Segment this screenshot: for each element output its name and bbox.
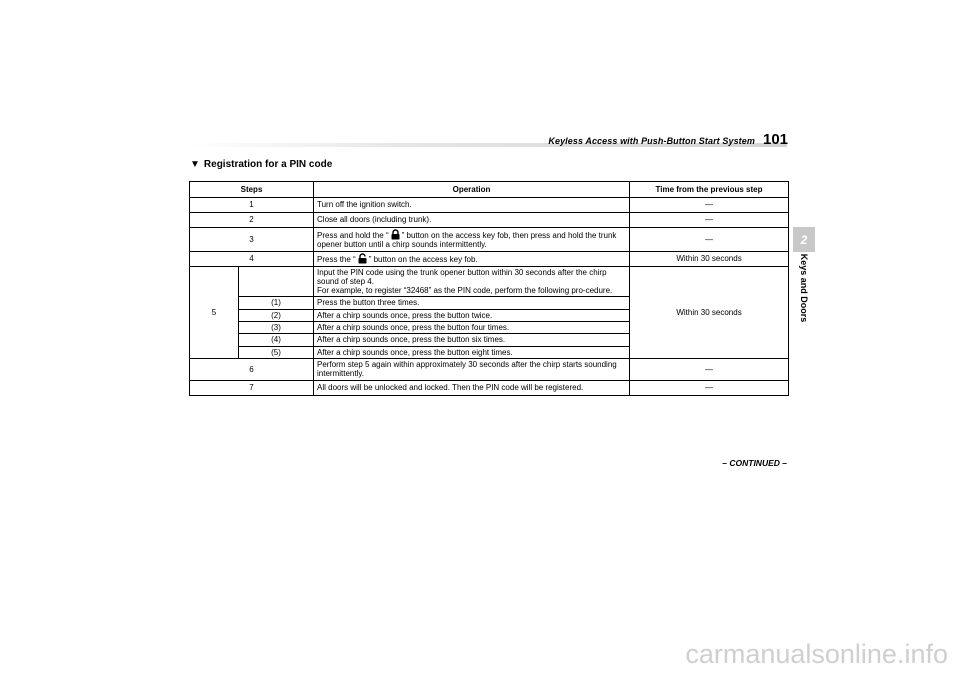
substep-text: Press the button three times. xyxy=(314,297,630,309)
operation-text-before: Press and hold the “ xyxy=(317,231,389,240)
step-number: 2 xyxy=(190,213,314,228)
substep-label: (1) xyxy=(239,297,314,309)
step-number: 4 xyxy=(190,251,314,266)
step-operation: All doors will be unlocked and locked. Then the PIN code will be registered. xyxy=(314,380,630,395)
step-time: — xyxy=(630,228,789,252)
table-row xyxy=(190,380,789,395)
substep-text: After a chirp sounds once, press the button twice. xyxy=(314,309,630,321)
step-operation: Perform step 5 again within approximately 30 seconds after the chirp starts sounding intermittently. xyxy=(314,358,630,380)
header-operation: Operation xyxy=(314,182,630,198)
header-time: Time from the previous step xyxy=(630,182,789,198)
page-number: 101 xyxy=(763,131,789,148)
table-row xyxy=(190,228,789,252)
table-row xyxy=(190,358,789,380)
operation-text-before: Press the “ xyxy=(317,254,356,264)
table-row xyxy=(190,198,789,213)
step-operation: Close all doors (including trunk). xyxy=(314,213,630,228)
header-steps: Steps xyxy=(190,182,314,198)
pin-registration-table xyxy=(189,181,789,396)
step-number: 3 xyxy=(190,228,314,252)
substep-label: (2) xyxy=(239,309,314,321)
step-time: — xyxy=(630,358,789,380)
table-row xyxy=(190,251,789,266)
section-heading-text: Registration for a PIN code xyxy=(203,159,333,170)
step-time: — xyxy=(630,213,789,228)
continued-note: – CONTINUED – xyxy=(722,458,787,468)
substep-text: After a chirp sounds once, press the button four times. xyxy=(314,322,630,334)
table-row xyxy=(190,266,789,297)
lock-icon xyxy=(390,229,401,240)
operation-text-after: ” button on the access key fob. xyxy=(368,254,478,264)
step-time: Within 30 seconds xyxy=(630,266,789,358)
step-time: — xyxy=(630,198,789,213)
step-operation: Turn off the ignition switch. xyxy=(314,198,630,213)
operation-intro: Input the PIN code using the trunk opener button within 30 seconds after the chirp sound of step 4. xyxy=(317,267,607,286)
table-header-row xyxy=(190,182,789,198)
step-number: 7 xyxy=(190,380,314,395)
step-time: — xyxy=(630,380,789,395)
step-operation xyxy=(314,251,630,266)
chapter-tab xyxy=(793,227,815,252)
substep-text: After a chirp sounds once, press the button six times. xyxy=(314,334,630,346)
step-number: 5 xyxy=(190,266,239,358)
step-time: Within 30 seconds xyxy=(630,251,789,266)
section-heading xyxy=(190,159,332,170)
substep-label: (4) xyxy=(239,334,314,346)
chapter-label: Keys and Doors xyxy=(799,253,809,323)
step-operation xyxy=(314,266,630,297)
substep-label: (5) xyxy=(239,346,314,358)
substep-spacer xyxy=(239,266,314,297)
unlock-icon xyxy=(357,253,368,264)
table-row xyxy=(190,213,789,228)
operation-text-after: ” button on the access key fob, then press and hold the trunk opener button until a chirp sounds intermittently. xyxy=(317,231,617,250)
triangle-marker-icon: ▼ xyxy=(190,159,200,170)
step-operation xyxy=(314,228,630,252)
step-number: 1 xyxy=(190,198,314,213)
substep-text: After a chirp sounds once, press the button eight times. xyxy=(314,346,630,358)
step-number: 6 xyxy=(190,358,314,380)
watermark: carmanualsonline.info xyxy=(685,639,948,669)
running-header-title: Keyless Access with Push-Button Start System xyxy=(548,136,755,146)
operation-example: For example, to register “32468” as the PIN code, perform the following pro-cedure. xyxy=(317,286,613,296)
substep-label: (3) xyxy=(239,322,314,334)
chapter-number: 2 xyxy=(800,232,808,247)
